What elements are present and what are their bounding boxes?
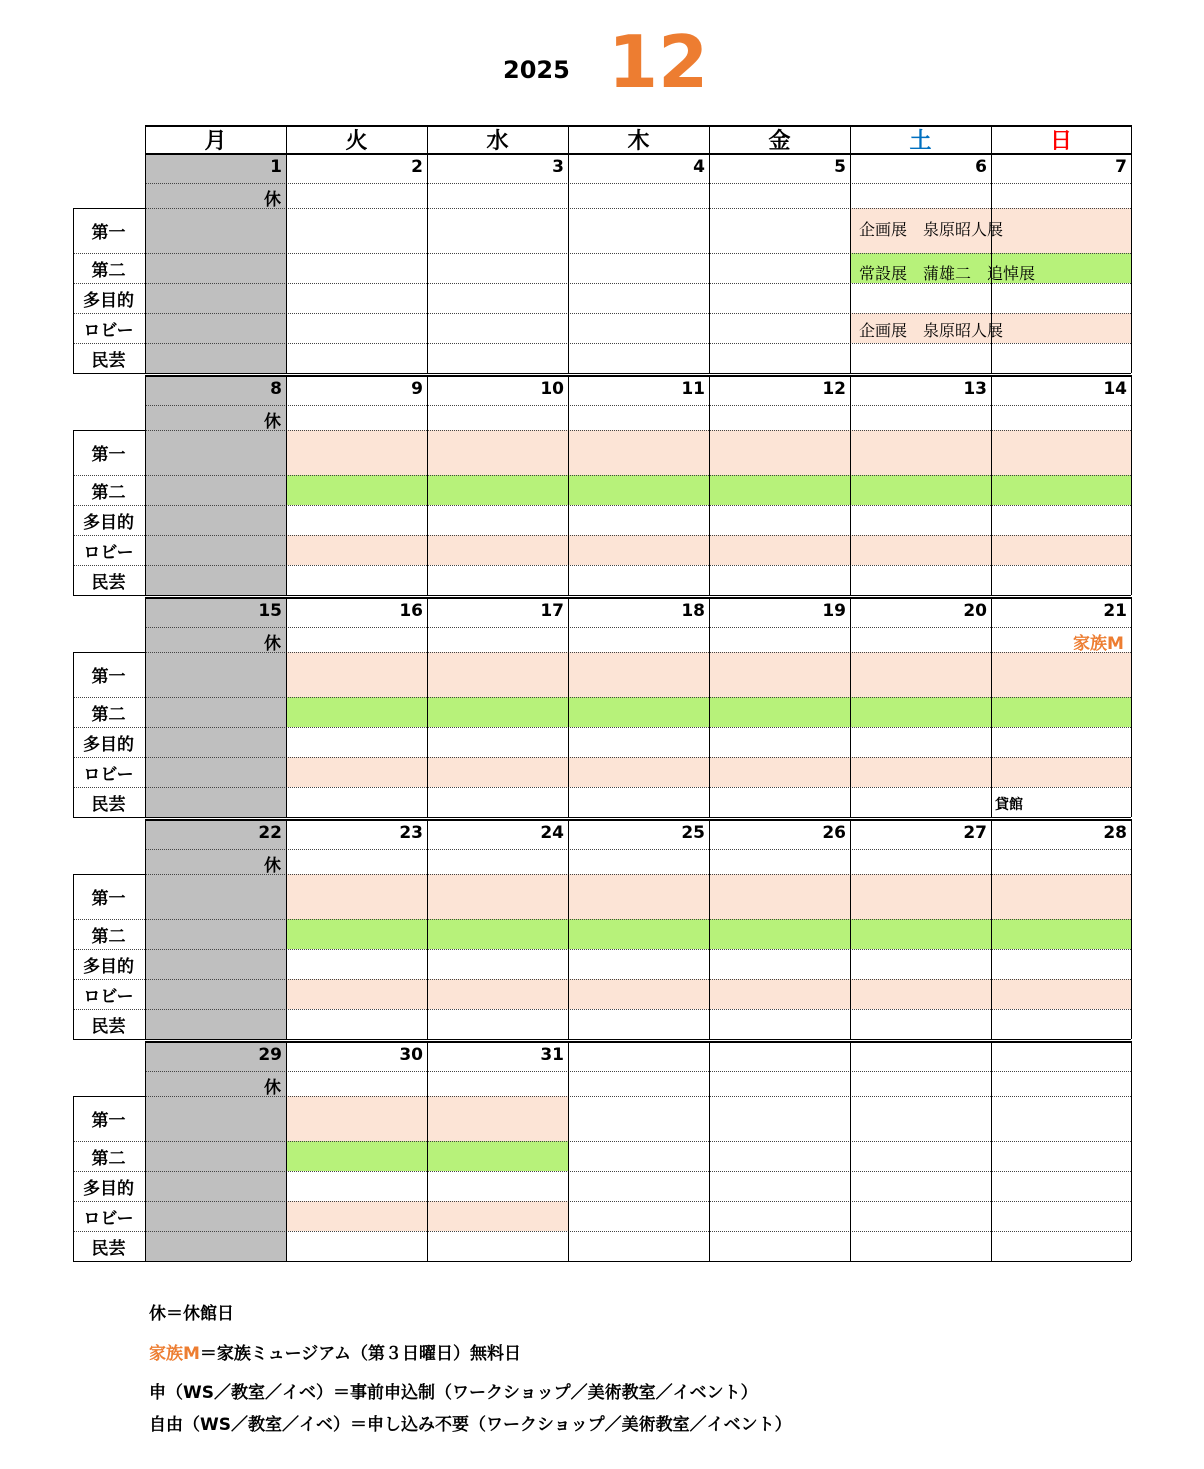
day-number: 26 (822, 823, 846, 843)
legend-family (149, 1339, 521, 1364)
label-left-line (73, 1096, 74, 1261)
row-divider (73, 1141, 1131, 1142)
day-number: 19 (822, 601, 846, 621)
day-number: 13 (963, 379, 987, 399)
header-top-line (145, 125, 1131, 127)
day-number: 31 (540, 1045, 564, 1065)
header-column-line (145, 125, 146, 153)
closed-mark: 休 (264, 1078, 281, 1098)
column-line (1131, 153, 1132, 373)
day-number: 3 (552, 157, 564, 177)
column-line (145, 597, 146, 817)
column-line (709, 597, 710, 817)
event-first-gallery[interactable]: 企画展 泉原昭人展 (859, 220, 1004, 239)
header-column-line (286, 125, 287, 153)
legend-closed: 休＝休館日 (149, 1304, 234, 1324)
row-divider (73, 1009, 1131, 1010)
week-top-line (145, 597, 1131, 599)
day-number: 8 (270, 379, 282, 399)
day-number: 16 (399, 601, 423, 621)
column-line (568, 597, 569, 817)
week-top-line (145, 153, 1131, 155)
day-number: 17 (540, 601, 564, 621)
closed-mark: 休 (264, 856, 281, 876)
header-column-line (568, 125, 569, 153)
row-label: 民芸 (91, 572, 126, 593)
row-divider (73, 1171, 1131, 1172)
row-label: 第二 (91, 704, 126, 725)
column-line (286, 153, 287, 373)
column-line (427, 597, 428, 817)
column-line (145, 375, 146, 595)
label-left-line (73, 208, 74, 373)
day-number: 30 (399, 1045, 423, 1065)
column-line (427, 1041, 428, 1261)
day-number: 12 (822, 379, 846, 399)
week-bottom-line (73, 1039, 1131, 1040)
row-divider (73, 979, 1131, 980)
row-label: 多目的 (83, 512, 134, 533)
day-number: 2 (411, 157, 423, 177)
column-line (145, 1041, 146, 1261)
mark-divider (145, 1096, 1131, 1097)
column-line (568, 1041, 569, 1261)
row-label: ロビー (83, 542, 134, 563)
day-number: 7 (1115, 157, 1127, 177)
row-divider (73, 727, 1131, 728)
row-divider (73, 697, 1131, 698)
event-second-gallery[interactable]: 常設展 蒲雄二 追悼展 (859, 264, 1036, 283)
row-label: 第一 (91, 667, 126, 687)
day-number: 29 (258, 1045, 282, 1065)
row-label: 多目的 (83, 956, 134, 977)
week-bottom-line (73, 817, 1131, 818)
column-line (991, 1041, 992, 1261)
mark-divider (145, 430, 1131, 431)
row-divider (73, 505, 1131, 506)
row-label: 第二 (91, 926, 126, 947)
row-label: 民芸 (91, 350, 126, 371)
day-number: 11 (681, 379, 705, 399)
row-divider (73, 1201, 1131, 1202)
date-divider (145, 1071, 1131, 1072)
weekday-thu: 木 (627, 128, 650, 154)
day-number: 5 (834, 157, 846, 177)
row-divider (73, 475, 1131, 476)
weekday-mon: 月 (204, 128, 227, 154)
row-divider (73, 313, 1131, 314)
column-line (568, 819, 569, 1039)
event-lobby[interactable]: 企画展 泉原昭人展 (859, 321, 1004, 340)
row-label: 民芸 (91, 1016, 126, 1037)
row-label: 第一 (91, 1111, 126, 1131)
day-number: 28 (1103, 823, 1127, 843)
column-line (1131, 375, 1132, 595)
column-line (850, 819, 851, 1039)
day-number: 4 (693, 157, 705, 177)
mark-divider (145, 874, 1131, 875)
row-divider (73, 253, 1131, 254)
week-top-line (145, 1041, 1131, 1043)
row-label: 第一 (91, 889, 126, 909)
row-label: 多目的 (83, 1178, 134, 1199)
row-label: 第二 (91, 260, 126, 281)
row-divider (73, 919, 1131, 920)
legend-reservation: 申（WS／教室／イベ）＝事前申込制（ワークショップ／美術教室／イベント） (149, 1383, 758, 1403)
column-line (427, 153, 428, 373)
day-number: 21 (1103, 601, 1127, 621)
date-divider (145, 405, 1131, 406)
day-number: 14 (1103, 379, 1127, 399)
column-line (709, 153, 710, 373)
closed-mark: 休 (264, 412, 281, 432)
row-label: 民芸 (91, 794, 126, 815)
row-label: 多目的 (83, 734, 134, 755)
weekday-tue: 火 (345, 128, 368, 154)
day-number: 24 (540, 823, 564, 843)
day-number: 9 (411, 379, 423, 399)
column-line (991, 597, 992, 817)
row-label: ロビー (83, 764, 134, 785)
day-number: 27 (963, 823, 987, 843)
week-top-line (145, 375, 1131, 377)
row-divider (73, 535, 1131, 536)
row-label: 多目的 (83, 290, 134, 311)
label-left-line (73, 430, 74, 595)
row-divider (73, 565, 1131, 566)
label-left-line (73, 652, 74, 817)
legend-family-key: 家族M (149, 1344, 200, 1364)
row-label: ロビー (83, 986, 134, 1007)
label-top-line (73, 430, 145, 431)
date-divider (145, 627, 1131, 628)
column-line (145, 153, 146, 373)
column-line (709, 1041, 710, 1261)
day-number: 18 (681, 601, 705, 621)
column-line (1131, 819, 1132, 1039)
header-column-line (850, 125, 851, 153)
closed-mark: 休 (264, 190, 281, 210)
column-line (991, 375, 992, 595)
header-column-line (1131, 125, 1132, 153)
row-divider (73, 1231, 1131, 1232)
day-number: 22 (258, 823, 282, 843)
day-number: 1 (270, 157, 282, 177)
column-line (850, 597, 851, 817)
weekday-fri: 金 (768, 128, 791, 154)
column-line (850, 1041, 851, 1261)
row-label: 第一 (91, 223, 126, 243)
day-number: 20 (963, 601, 987, 621)
column-line (568, 153, 569, 373)
day-number: 6 (975, 157, 987, 177)
day-number: 10 (540, 379, 564, 399)
column-line (286, 819, 287, 1039)
month-label: 12 (608, 20, 709, 104)
weekday-sat: 土 (909, 128, 932, 154)
column-line (1131, 1041, 1132, 1261)
family-museum-mark: 家族M (1073, 634, 1124, 654)
row-label: 第二 (91, 482, 126, 503)
column-line (427, 819, 428, 1039)
row-label: ロビー (83, 1208, 134, 1229)
date-divider (145, 849, 1131, 850)
header-column-line (991, 125, 992, 153)
row-label: 第一 (91, 445, 126, 465)
label-top-line (73, 652, 145, 653)
column-line (850, 153, 851, 373)
row-divider (73, 757, 1131, 758)
week-bottom-line (73, 595, 1131, 596)
row-divider (73, 343, 1131, 344)
column-line (427, 375, 428, 595)
row-label: 第二 (91, 1148, 126, 1169)
column-line (850, 375, 851, 595)
header-column-line (709, 125, 710, 153)
week-bottom-line (73, 1261, 1131, 1262)
mark-divider (145, 652, 1131, 653)
column-line (286, 597, 287, 817)
weekday-wed: 水 (486, 128, 509, 154)
week-bottom-line (73, 373, 1131, 374)
row-divider (73, 787, 1131, 788)
row-label: 民芸 (91, 1238, 126, 1259)
label-top-line (73, 1096, 145, 1097)
year-label: 2025 (503, 56, 570, 84)
label-top-line (73, 208, 145, 209)
date-divider (145, 183, 1131, 184)
rental-mark: 貸館 (995, 797, 1023, 813)
week-top-line (145, 819, 1131, 821)
header-column-line (427, 125, 428, 153)
row-divider (73, 949, 1131, 950)
column-line (568, 375, 569, 595)
column-line (709, 819, 710, 1039)
column-line (1131, 597, 1132, 817)
weekday-sun: 日 (1049, 128, 1072, 154)
column-line (286, 375, 287, 595)
column-line (709, 375, 710, 595)
label-left-line (73, 874, 74, 1039)
column-line (286, 1041, 287, 1261)
label-top-line (73, 874, 145, 875)
mark-divider (145, 208, 1131, 209)
closed-mark: 休 (264, 634, 281, 654)
row-label: ロビー (83, 320, 134, 341)
day-number: 25 (681, 823, 705, 843)
day-number: 15 (258, 601, 282, 621)
day-number: 23 (399, 823, 423, 843)
legend-family-text: ＝家族ミュージアム（第３日曜日）無料日 (199, 1344, 522, 1364)
column-line (145, 819, 146, 1039)
column-line (991, 819, 992, 1039)
legend-free: 自由（WS／教室／イベ）＝申し込み不要（ワークショップ／美術教室／イベント） (149, 1415, 792, 1435)
